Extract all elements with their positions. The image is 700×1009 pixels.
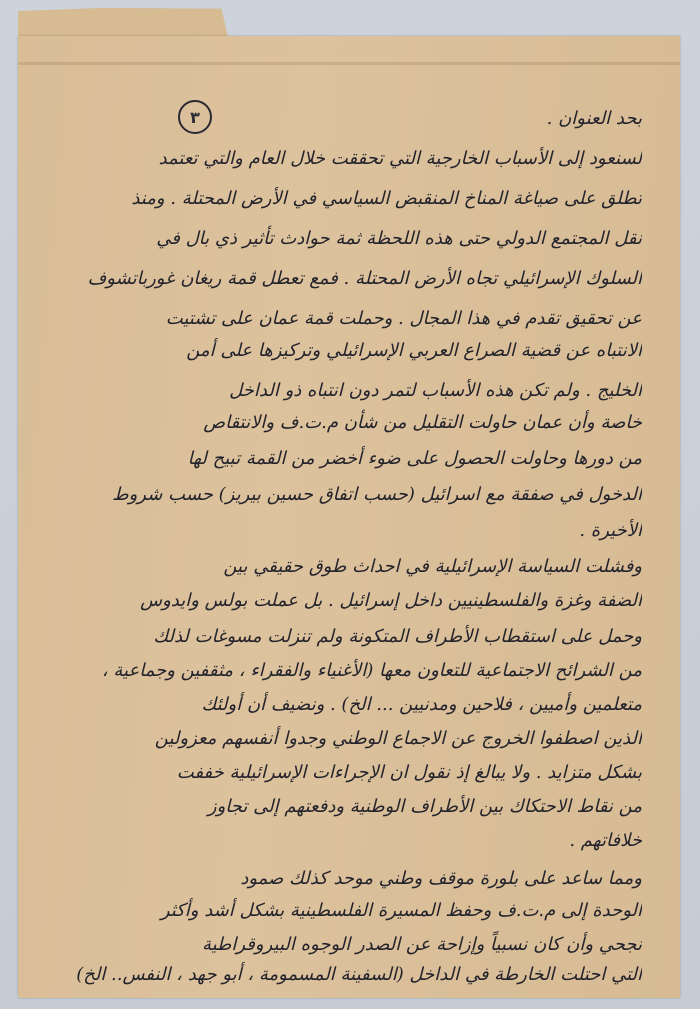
text-line: تطلق على صياغة المناخ المنقبض السياسي في الأرض المحتلة . ومنذ <box>131 188 642 209</box>
page-number-text: ٣ <box>190 107 200 127</box>
text-line: من الشرائح الاجتماعية للتعاون معها (الأغنياء والفقراء ، مثقفين وجماعية ، <box>101 660 642 681</box>
handwritten-text <box>30 104 642 984</box>
text-line: متعلمين وأميين ، فلاحين ومدنيين ... الخ) . ونضيف أن أولئك <box>201 694 642 715</box>
text-line: الدخول في صفقة مع اسرائيل (حسب اتفاق حسين بيريز) حسب شروط <box>111 484 642 505</box>
text-line: خاصة وأن عمان حاولت التقليل من شأن م.ت.ف والانتقاص <box>203 412 642 433</box>
text-line: الانتباه عن قضية الصراع العربي الإسرائيلي وتركيزها على أمن <box>186 340 642 361</box>
text-line: التي احتلت الخارطة في الداخل (السفينة المسمومة ، أبو جهد ، النفس.. الخ) <box>76 964 642 985</box>
text-line: نقل المجتمع الدولي حتى هذه اللحظة ثمة حوادث تأثير ذي بال في <box>156 228 642 249</box>
text-line: الضفة وغزة والفلسطينيين داخل إسرائيل . بل عملت بولس وايدوس <box>140 590 642 611</box>
text-line: بحد العنوان . <box>546 108 642 129</box>
text-line: وفشلت السياسة الإسرائيلية في احداث طوق حقيقي بين <box>223 556 642 577</box>
text-line: السلوك الإسرائيلي تجاه الأرض المحتلة . فمع تعطل قمة ريغان غورباتشوف <box>87 268 642 289</box>
fold-line <box>18 62 680 65</box>
text-line: لسنعود إلى الأسباب الخارجية التي تحققت خلال العام والتي تعتمد <box>158 148 642 169</box>
text-line: عن تحقيق تقدم في هذا المجال . وحملت قمة عمان على تشتيت <box>165 308 642 329</box>
text-line: من دورها وحاولت الحصول على ضوء أخضر من القمة تبيح لها <box>187 448 642 469</box>
text-line: نجحي وأن كان نسبياً وإزاحة عن الصدر الوجوه البيروقراطية <box>201 934 642 955</box>
text-line: خلافاتهم . <box>569 830 642 851</box>
text-line: الوحدة إلى م.ت.ف وحفظ المسيرة الفلسطينية بشكل أشد وأكثر <box>160 900 642 921</box>
text-line: ومما ساعد على بلورة موقف وطني موحد كذلك صمود <box>240 868 642 889</box>
text-line: الذين اصطفوا الخروج عن الاجماع الوطني وجدوا أنفسهم معزولين <box>154 728 642 749</box>
text-line: الخليج . ولم تكن هذه الأسباب لتمر دون انتباه ذو الداخل <box>229 380 642 401</box>
text-line: الأخيرة . <box>579 520 642 541</box>
text-line: بشكل متزايد . ولا يبالغ إذ نقول ان الإجراءات الإسرائيلية خففت <box>176 762 642 783</box>
text-line: وحمل على استقطاب الأطراف المتكونة ولم تنزلت مسوغات لذلك <box>153 626 642 647</box>
text-line: من نقاط الاحتكاك بين الأطراف الوطنية ودفعتهم إلى تجاوز <box>207 796 642 817</box>
